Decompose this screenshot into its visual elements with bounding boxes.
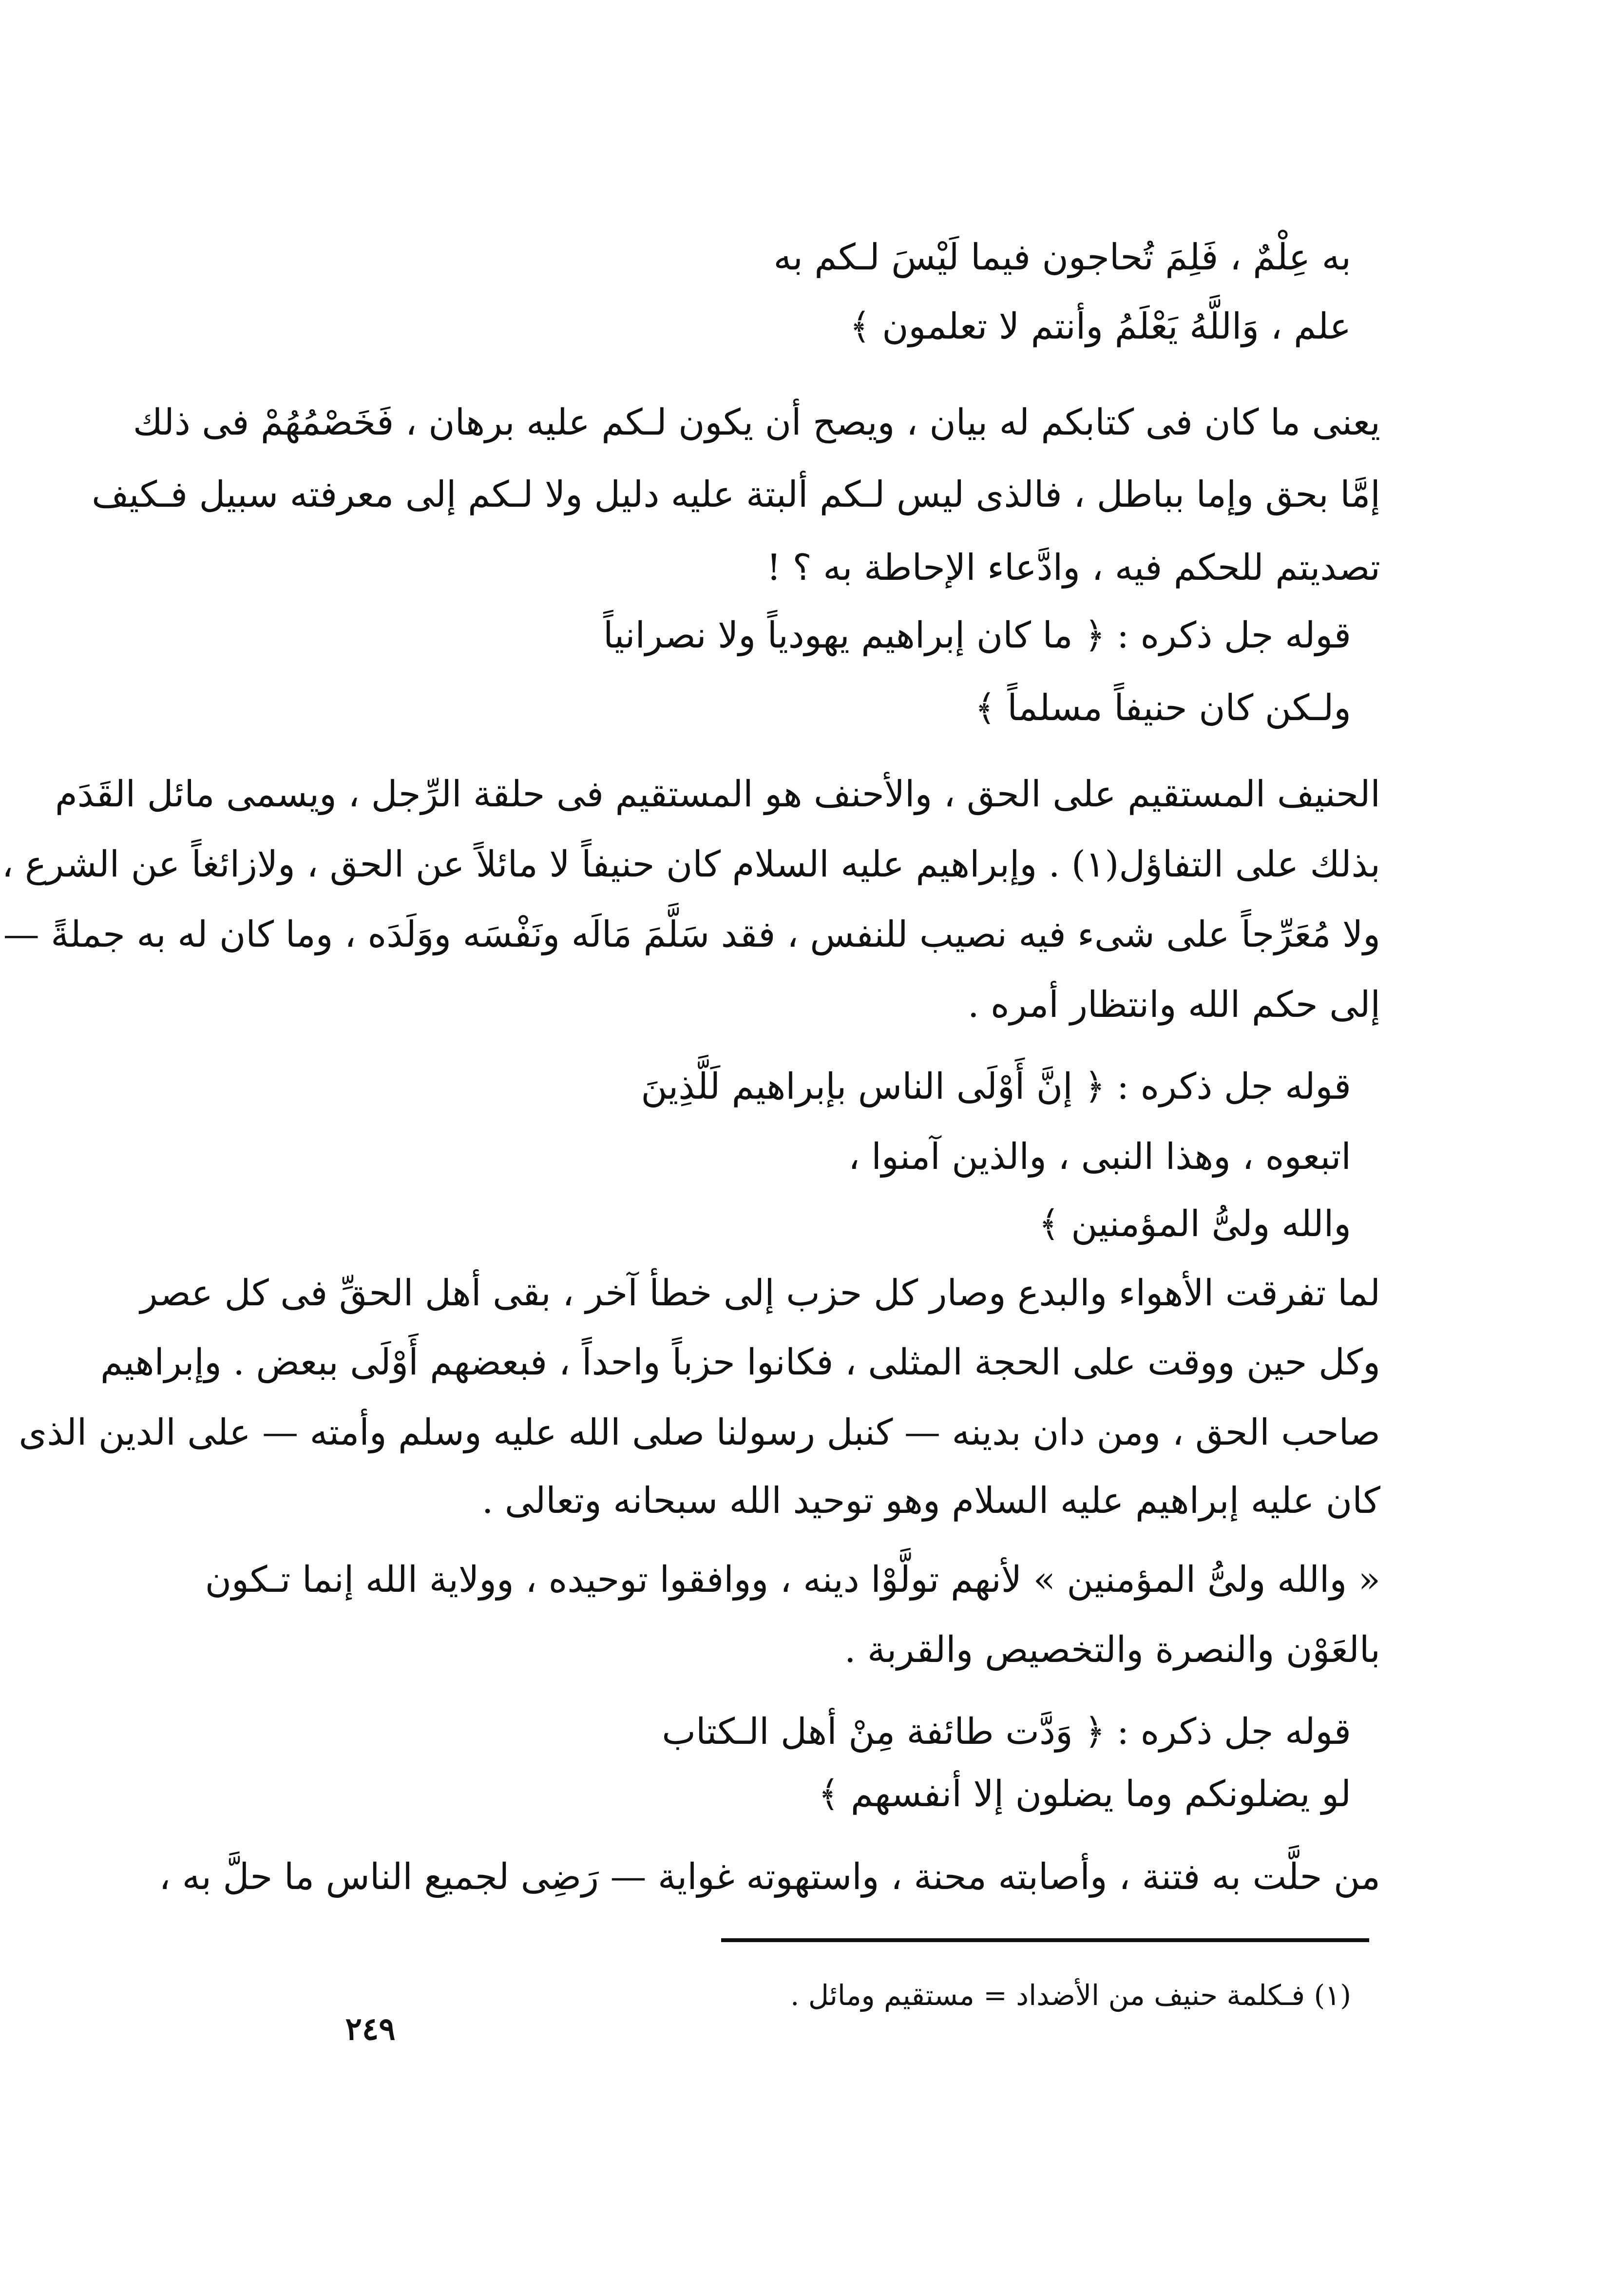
text-line: بالعَوْن والنصرة والتخصيص والقربة . (844, 1629, 1380, 1671)
text-line: قوله جل ذكره : ﴿ ما كان إبراهيم يهودياً ولا نصرانياً (603, 614, 1351, 656)
footnote-divider (721, 1938, 1369, 1942)
text-line: علم ، وَاللَّهُ يَعْلَمُ وأنتم لا تعلمون ﴾ (849, 305, 1351, 347)
page-number: ٢٤٩ (345, 2011, 396, 2047)
footnote: (١) فـكلمة حنيف من الأضداد = مستقيم ومائل . (790, 1979, 1351, 2012)
text-line: ولا مُعَرِّجاً على شىء فيه نصيب للنفس ، فقد سَلَّمَ مَالَه ونَفْسَه ووَلَدَه ، وما كان له به جملةً — (3, 914, 1380, 955)
text-line: بذلك على التفاؤل(١) . وإبراهيم عليه السلام كان حنيفاً لا مائلاً عن الحق ، ولازائغاً عن الشرع ، (1, 843, 1380, 885)
text-line: قوله جل ذكره : ﴿ إنَّ أَوْلَى الناس بإبراهيم لَلَّذِينَ (641, 1066, 1351, 1107)
text-line: وكل حين ووقت على الحجة المثلى ، فكانوا حزباً واحداً ، فبعضهم أَوْلَى ببعض . وإبراهيم (100, 1341, 1380, 1383)
text-line: صاحب الحق ، ومن دان بدينه — كنبل رسولنا صلى الله عليه وسلم وأمته — على الدين الذى (19, 1412, 1380, 1453)
text-line: به عِلْمٌ ، فَلِمَ تُحاجون فيما لَيْسَ لـكم به (773, 236, 1351, 278)
text-line: من حلَّت به فتنة ، وأصابته محنة ، واستهوته غواية — رَضِى لجميع الناس ما حلَّ به ، (159, 1856, 1380, 1898)
text-line: « والله ولىُّ المؤمنين » لأنهم تولَّوْا دينه ، ووافقوا توحيده ، وولاية الله إنما تـكون (205, 1559, 1380, 1601)
text-line: لما تفرقت الأهواء والبدع وصار كل حزب إلى خطأ آخر ، بقى أهل الحقِّ فى كل عصر (140, 1272, 1380, 1314)
text-line: إمَّا بحق وإما بباطل ، فالذى ليس لـكم ألبتة عليه دليل ولا لـكم إلى معرفته سبيل فـكيف (92, 474, 1380, 515)
text-line: الحنيف المستقيم على الحق ، والأحنف هو المستقيم فى حلقة الرِّجل ، ويسمى مائل القَدَم (55, 773, 1380, 815)
text-line: تصديتم للحكم فيه ، وادَّعاء الإحاطة به ؟ ! (766, 547, 1380, 589)
text-line: قوله جل ذكره : ﴿ وَدَّت طائفة مِنْ أهل الـكتاب (662, 1711, 1351, 1753)
text-line: لو يضلونكم وما يضلون إلا أنفسهم ﴾ (818, 1773, 1351, 1815)
text-line: يعنى ما كان فى كتابكم له بيان ، ويصح أن يكون لـكم عليه برهان ، فَخَصْمُهُمْ فى ذلك (133, 401, 1380, 443)
text-line: كان عليه إبراهيم عليه السلام وهو توحيد الله سبحانه وتعالى . (481, 1480, 1380, 1522)
text-line: إلى حكم الله وانتظار أمره . (967, 984, 1380, 1026)
text-line: ولـكن كان حنيفاً مسلماً ﴾ (974, 687, 1351, 729)
text-line: اتبعوه ، وهذا النبى ، والذين آمنوا ، (848, 1136, 1351, 1178)
text-line: والله ولىُّ المؤمنين ﴾ (1038, 1203, 1351, 1245)
